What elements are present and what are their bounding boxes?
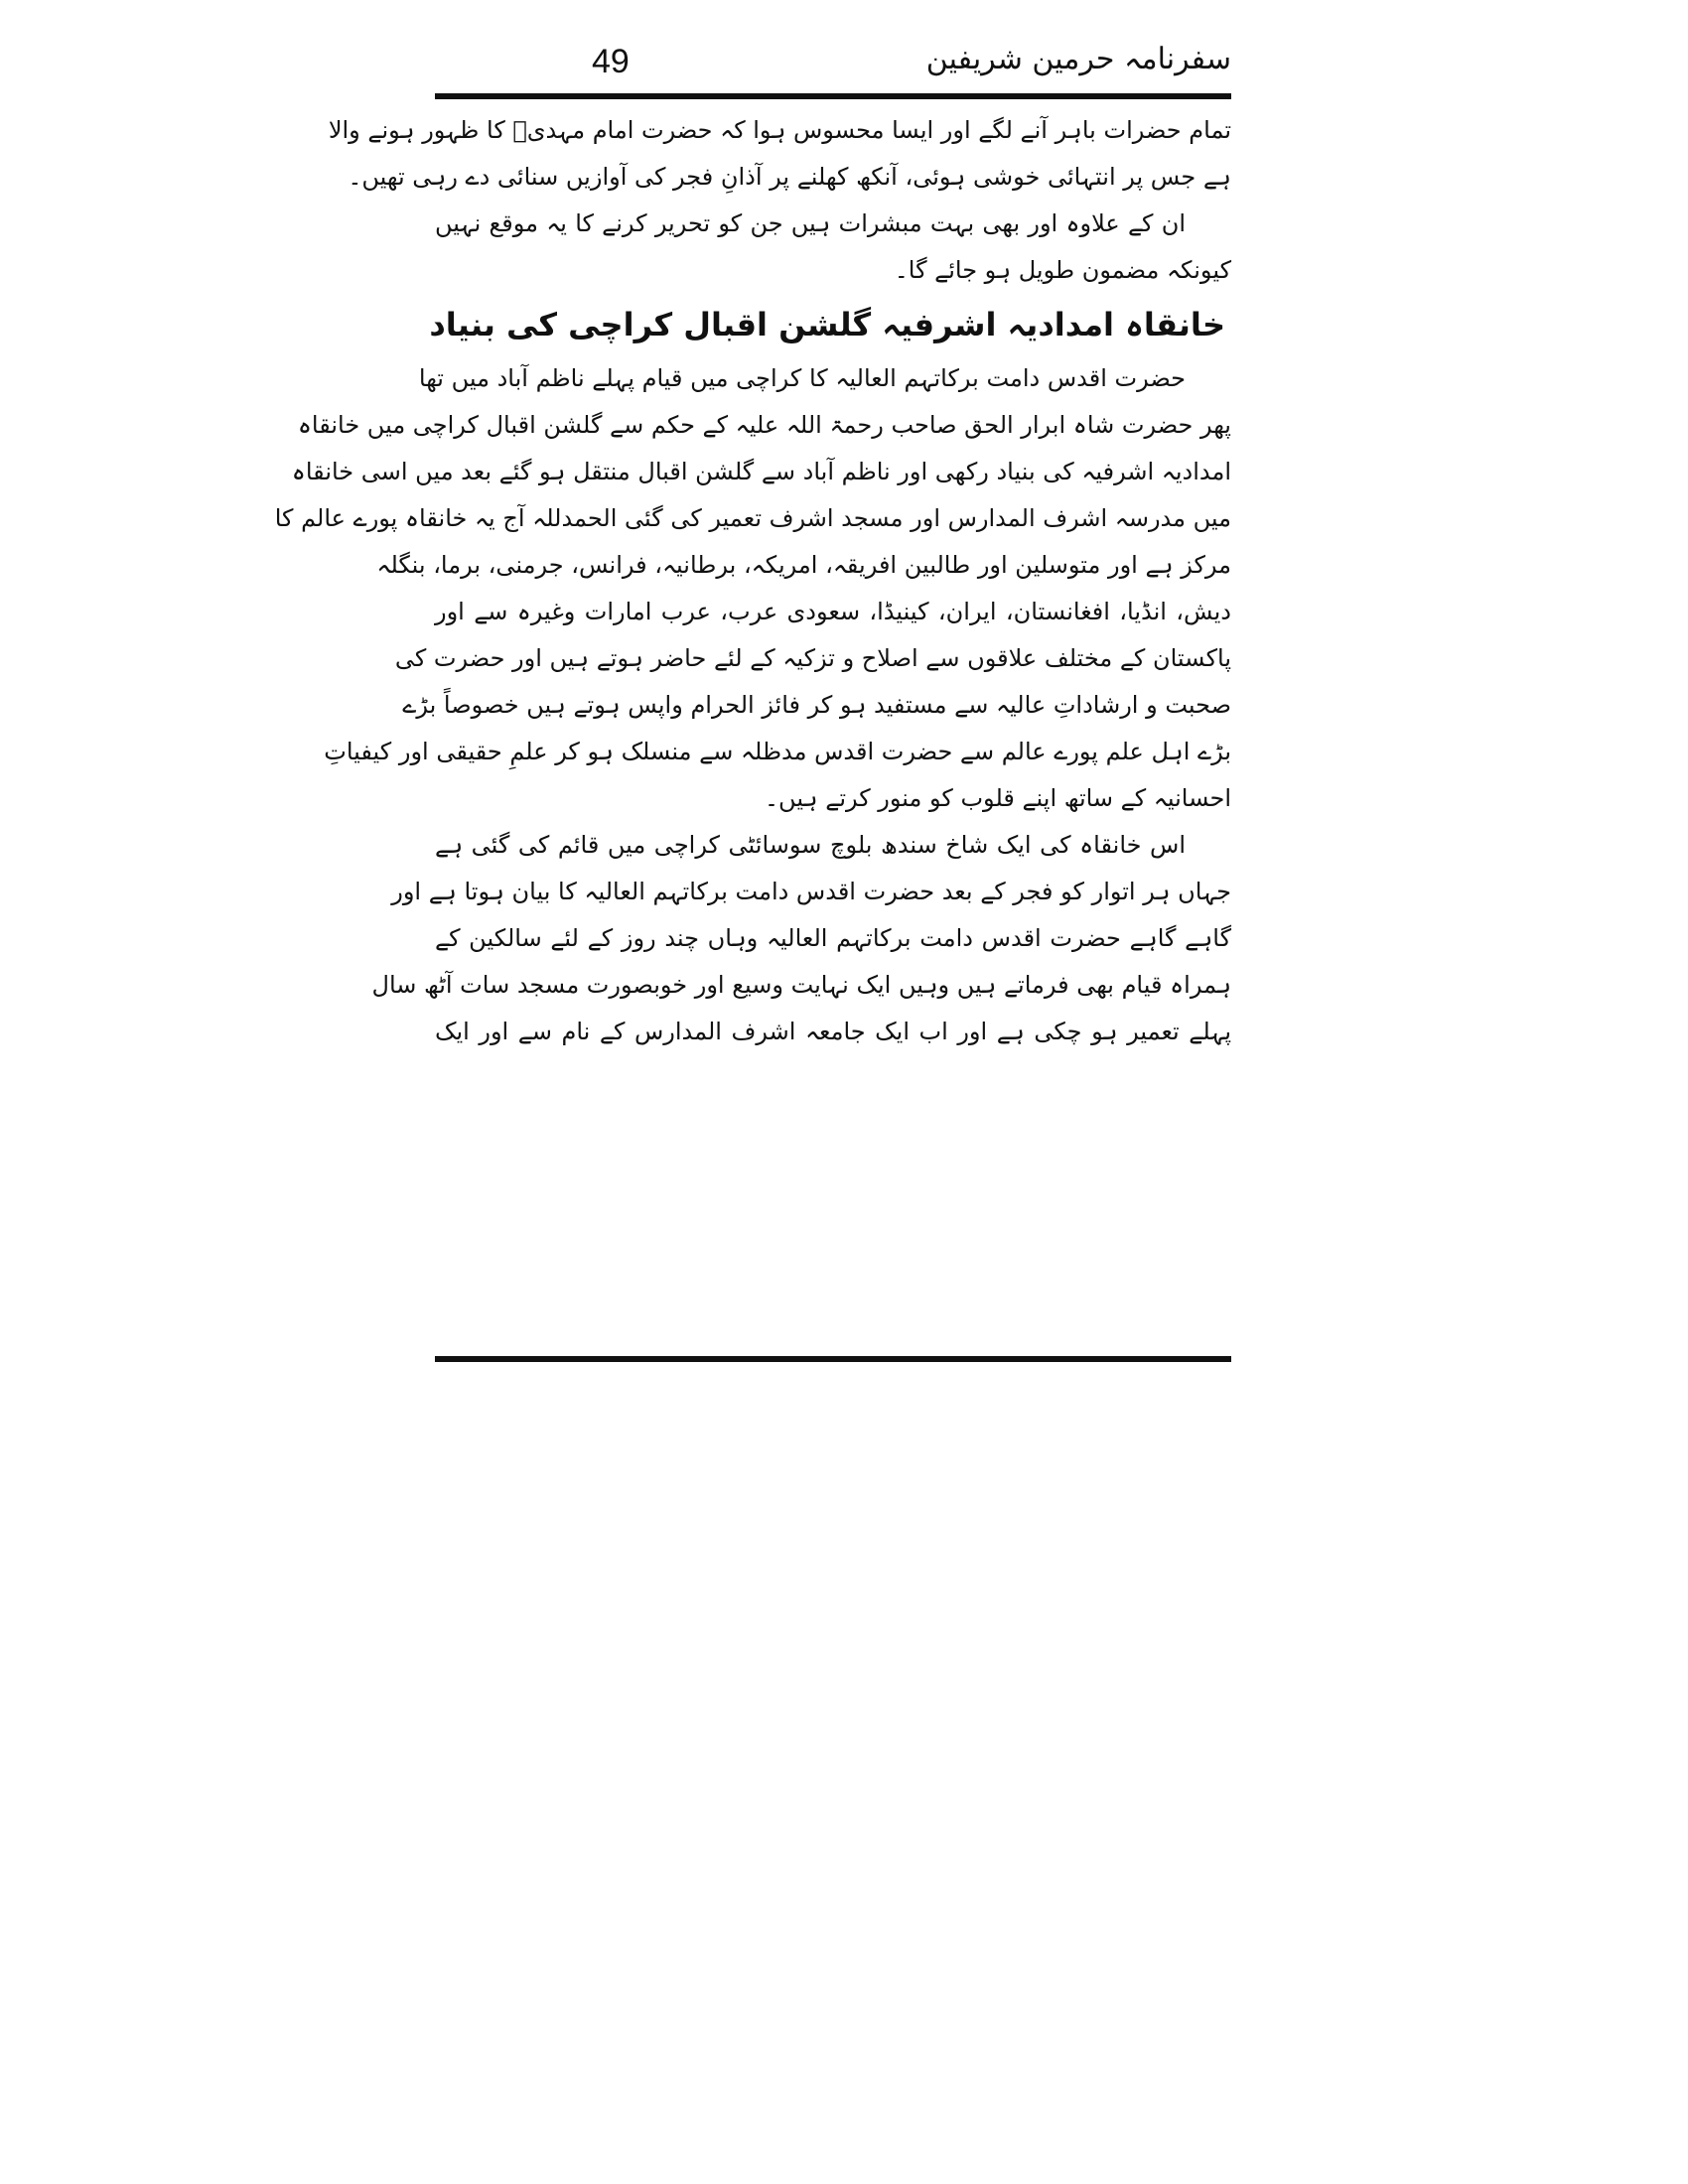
page-header [435, 38, 1231, 89]
text-line: اس خانقاہ کی ایک شاخ سندھ بلوچ سوسائٹی کراچی میں قائم کی گئی ہے [435, 831, 1186, 859]
text-line: مرکز ہے اور متوسلین اور طالبین افریقہ، امریکہ، برطانیہ، فرانس، جرمنی، برما، بنگلہ [376, 551, 1231, 579]
page-body [274, 107, 1231, 1350]
text-line: حضرت اقدس دامت برکاتہم العالیہ کا کراچی میں قیام پہلے ناظم آباد میں تھا [418, 364, 1186, 392]
page-number: 49 [592, 43, 630, 80]
footer-rule [435, 1356, 1231, 1362]
text-line: جہاں ہر اتوار کو فجر کے بعد حضرت اقدس دامت برکاتہم العالیہ کا بیان ہوتا ہے اور [391, 878, 1231, 905]
text-line: احسانیہ کے ساتھ اپنے قلوب کو منور کرتے ہیں۔ [764, 784, 1231, 812]
text-line: امدادیہ اشرفیہ کی بنیاد رکھی اور ناظم آباد سے گلشن اقبال منتقل ہو گئے بعد میں اسی خانقاہ [291, 458, 1231, 485]
text-line: پاکستان کے مختلف علاقوں سے اصلاح و تزکیہ کے لئے حاضر ہوتے ہیں اور حضرت کی [394, 644, 1231, 672]
text-line: صحبت و ارشاداتِ عالیہ سے مستفید ہو کر فائز الحرام واپس ہوتے ہیں خصوصاً بڑے [402, 691, 1231, 719]
text-line: ان کے علاوہ اور بھی بہت مبشرات ہیں جن کو تحریر کرنے کا یہ موقع نہیں [435, 209, 1186, 237]
section-heading: خانقاہ امدادیہ اشرفیہ گلشن اقبال کراچی کی بنیاد [429, 306, 1225, 343]
text-line: بڑے اہل علم پورے عالم سے حضرت اقدس مدظلہ سے منسلک ہو کر علمِ حقیقی اور کیفیاتِ [324, 738, 1231, 765]
running-title: سفرنامہ حرمین شریفین [925, 42, 1231, 76]
text-line: پھر حضرت شاہ ابرار الحق صاحب رحمۃ اللہ علیہ کے حکم سے گلشن اقبال کراچی میں خانقاہ [297, 411, 1231, 439]
text-line: کیونکہ مضمون طویل ہو جائے گا۔ [894, 256, 1231, 284]
text-line: میں مدرسہ اشرف المدارس اور مسجد اشرف تعمیر کی گئی الحمدللہ آج یہ خانقاہ پورے عالم کا [274, 504, 1231, 532]
text-line: گاہے گاہے حضرت اقدس دامت برکاتہم العالیہ وہاں چند روز کے لئے سالکین کے [435, 924, 1231, 952]
text-line: تمام حضرات باہر آنے لگے اور ایسا محسوس ہوا کہ حضرت امام مہدیؒ کا ظہور ہونے والا [328, 116, 1231, 144]
text-line: ہے جس پر انتہائی خوشی ہوئی، آنکھ کھلنے پر آذانِ فجر کی آوازیں سنائی دے رہی تھیں۔ [348, 163, 1231, 191]
header-rule [435, 93, 1231, 99]
text-line: ہمراہ قیام بھی فرماتے ہیں وہیں ایک نہایت وسیع اور خوبصورت مسجد سات آٹھ سال [371, 971, 1231, 999]
text-line: دیش، انڈیا، افغانستان، ایران، کینیڈا، سعودی عرب، عرب امارات وغیرہ سے اور [435, 598, 1231, 625]
text-line: پہلے تعمیر ہو چکی ہے اور اب ایک جامعہ اشرف المدارس کے نام سے اور ایک [435, 1018, 1231, 1045]
